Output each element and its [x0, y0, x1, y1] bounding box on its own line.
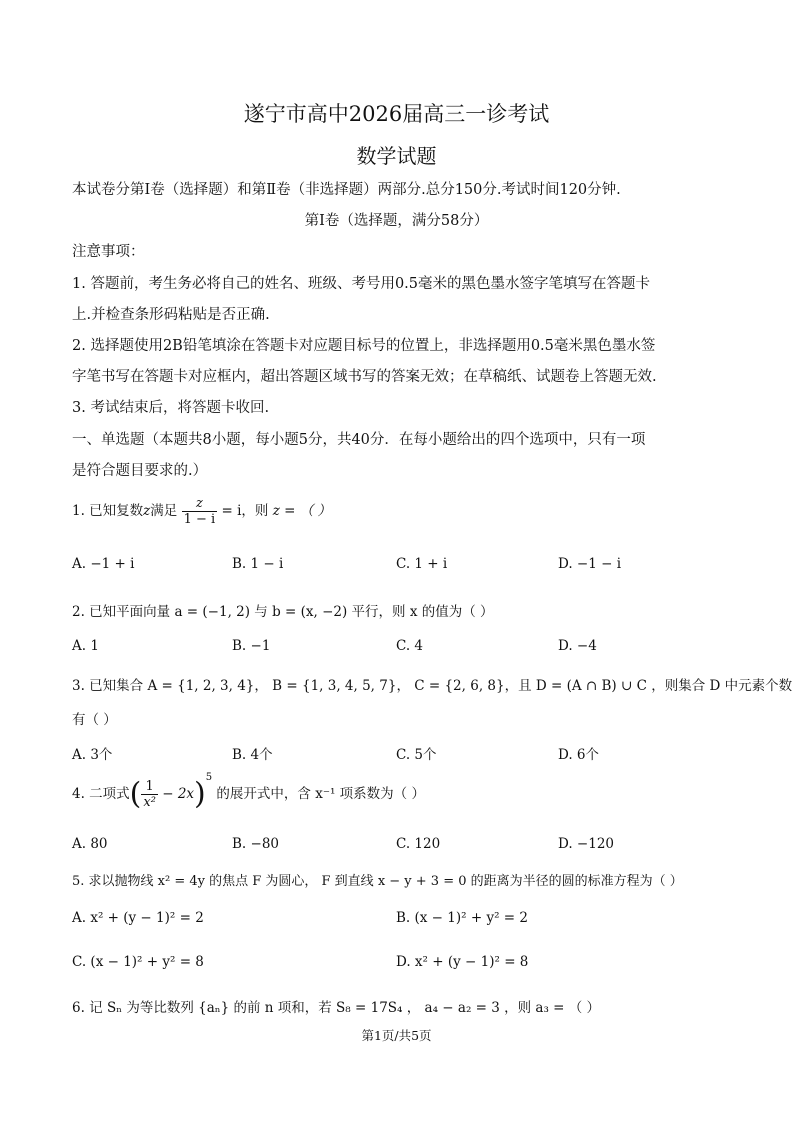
q4-option-b: B. −80 [232, 836, 279, 852]
q4-option-c: C. 120 [396, 836, 441, 852]
question-4 [72, 772, 425, 810]
q1-post2: z = （ ） [272, 503, 332, 519]
question-3-cont: 有（ ） [72, 712, 117, 728]
q1-fraction [182, 496, 218, 527]
q3-option-b: B. 4个 [232, 747, 273, 763]
q1-var: z [143, 503, 151, 519]
note-line: 上.并检查条形码粘贴是否正确. [72, 307, 270, 323]
q1-frac-den: 1 − i [183, 512, 216, 527]
q5-option-b: B. (x − 1)² + y² = 2 [396, 910, 528, 926]
q4-fraction [141, 779, 158, 810]
section-title: 第Ⅰ卷（选择题，满分58分） [304, 213, 489, 229]
q2-option-b: B. −1 [232, 638, 271, 654]
page-footer: 第1页/共5页 [361, 1028, 432, 1043]
q5-option-a: A. x² + (y − 1)² = 2 [72, 910, 204, 926]
q1-frac-num: z [182, 496, 218, 512]
exam-subtitle: 数学试题 [356, 144, 437, 168]
question-2: 2. 已知平面向量 a = (−1, 2) 与 b = (x, −2) 平行，则 x 的值为（ ） [72, 604, 494, 620]
question-3: 3. 已知集合 A = {1, 2, 3, 4}， B = {1, 3, 4, 5, 7}， C = {2, 6, 8}，且 D = (A ∩ B) ∪ C ，则集合 D 中元素个数 [72, 678, 793, 694]
q5-option-d: D. x² + (y − 1)² = 8 [396, 954, 529, 970]
note-line: 2. 选择题使用2B铅笔填涂在答题卡对应题目标号的位置上，非选择题用0.5毫米黑色墨水签 [72, 338, 656, 354]
q4-frac-den: x² [143, 795, 156, 810]
question-5: 5. 求以抛物线 x² = 4y 的焦点 F 为圆心， F 到直线 x − y + 3 = 0 的距离为半径的圆的标准方程为（ ） [72, 874, 683, 889]
q4-option-d: D. −120 [558, 836, 615, 852]
q4-right-paren: ) [194, 776, 206, 812]
section-one-heading: 一、单选题（本题共8小题，每小题5分，共40分．在每小题给出的四个选项中，只有一项 [72, 432, 646, 448]
q4-frac-num: 1 [141, 779, 158, 795]
q3-option-c: C. 5个 [396, 747, 437, 763]
q1-prefix: 1. 已知复数 [72, 503, 144, 519]
exam-intro: 本试卷分第Ⅰ卷（选择题）和第Ⅱ卷（非选择题）两部分.总分150分.考试时间120分钟. [72, 182, 621, 198]
q4-inner: − 2x [157, 786, 195, 802]
q5-option-c: C. (x − 1)² + y² = 8 [72, 954, 204, 970]
q1-post: ，则 [241, 503, 273, 519]
q3-option-d: D. 6个 [558, 747, 600, 763]
section-one-heading-cont: 是符合题目要求的.） [72, 463, 208, 479]
q1-option-b: B. 1 − i [232, 556, 284, 572]
q4-left-paren: ( [129, 776, 142, 812]
q1-mid: 满足 [150, 503, 178, 519]
q1-option-a: A. −1 + i [72, 556, 135, 572]
note-line: 字笔书写在答题卡对应框内，超出答题区域书写的答案无效；在草稿纸、试题卷上答题无效. [72, 369, 657, 385]
q1-eq: = i [217, 503, 242, 519]
q2-option-a: A. 1 [72, 638, 99, 654]
question-6: 6. 记 Sₙ 为等比数列 {aₙ} 的前 n 项和，若 S₈ = 17S₄ ， a₄ − a₂ = 3 ，则 a₃ = （ ） [72, 1000, 601, 1016]
q2-option-d: D. −4 [558, 638, 597, 654]
q4-option-a: A. 80 [72, 836, 108, 852]
q3-option-a: A. 3个 [72, 747, 113, 763]
note-line: 3. 考试结束后，将答题卡收回. [72, 400, 270, 416]
question-1 [72, 496, 331, 527]
q1-option-d: D. −1 − i [558, 556, 622, 572]
q1-option-c: C. 1 + i [396, 556, 448, 572]
exam-title: 遂宁市高中2026届高三一诊考试 [243, 102, 550, 126]
q2-option-c: C. 4 [396, 638, 424, 654]
q4-prefix: 4. 二项式 [72, 786, 130, 802]
note-line: 1. 答题前，考生务必将自己的姓名、班级、考号用0.5毫米的黑色墨水签字笔填写在答题卡 [72, 276, 650, 292]
q4-post: 的展开式中，含 x⁻¹ 项系数为（ ） [212, 786, 425, 802]
notes-heading: 注意事项： [72, 244, 145, 260]
q4-exponent: 5 [205, 772, 213, 783]
